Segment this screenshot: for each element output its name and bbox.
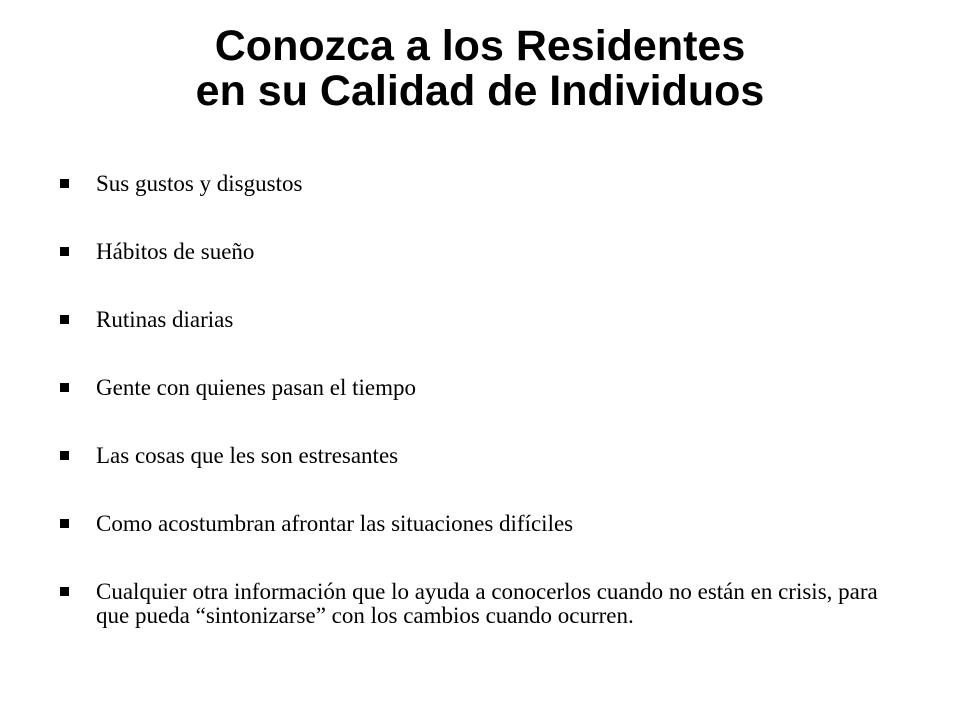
square-bullet-icon [60,383,69,392]
bullet-item [56,172,886,196]
square-bullet-icon [60,247,69,256]
slide-title-line-2: en su Calidad de Individuos [195,67,765,115]
square-bullet-icon [60,315,69,324]
square-bullet-icon [60,587,69,596]
square-bullet-icon [60,451,69,460]
bullet-text: Como acostumbran afrontar las situaciones difíciles [96,511,574,536]
bullet-item [56,580,886,628]
bullet-item [56,308,886,332]
square-bullet-icon [60,519,69,528]
bullet-list [56,172,886,628]
bullet-text: Gente con quienes pasan el tiempo [96,375,416,400]
bullet-item [56,376,886,400]
bullet-item [56,240,886,264]
bullet-text: Las cosas que les son estresantes [96,443,399,468]
bullet-text: Cualquier otra información que lo ayuda a conocerlos cuando no están en crisis, para que pueda “sintonizarse” con los cambios cuando ocurren. [96,579,878,628]
bullet-text: Sus gustos y disgustos [96,171,303,196]
bullet-text: Hábitos de sueño [96,239,255,264]
slide-title-line-1: Conozca a los Residentes [214,22,746,70]
bullet-text: Rutinas diarias [96,307,234,332]
bullet-item [56,512,886,536]
slide-title [0,24,960,114]
bullet-item [56,444,886,468]
square-bullet-icon [60,179,69,188]
